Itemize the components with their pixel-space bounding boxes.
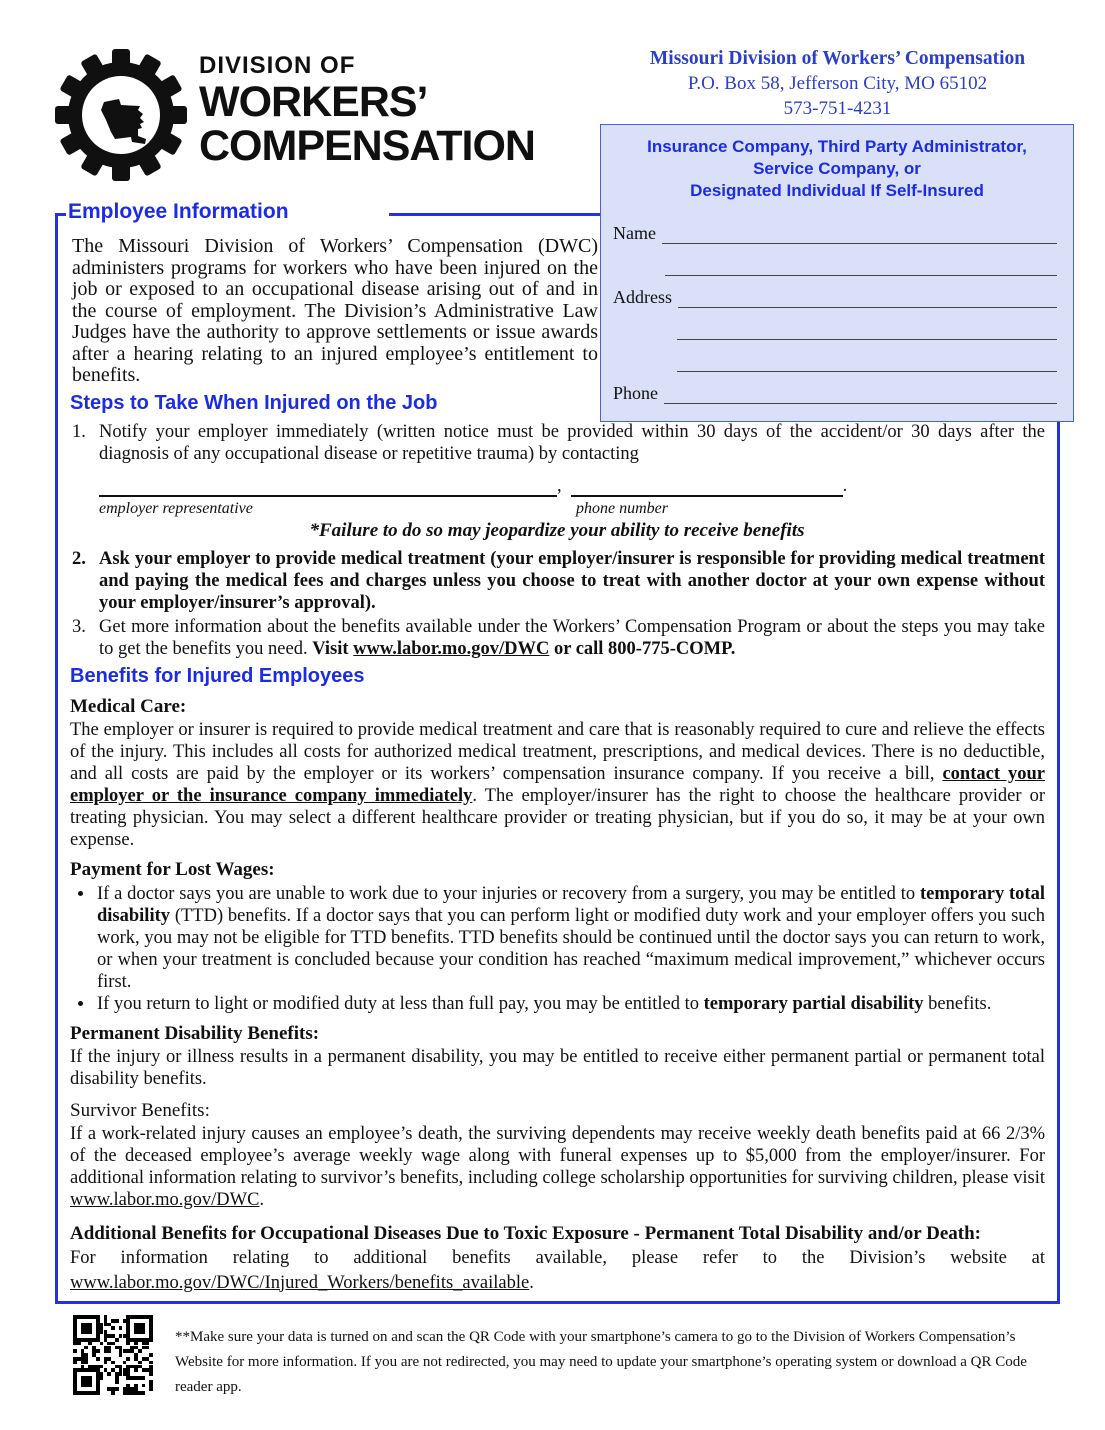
contact-employer-emphasis: contact your employer or the insurance company immediately <box>70 763 1045 806</box>
step-item-2 <box>72 548 1045 614</box>
phone-field-row <box>613 372 1057 404</box>
phone-field-line[interactable] <box>664 372 1057 404</box>
toxic-exposure-title: Additional Benefits for Occupational Diseases Due to Toxic Exposure - Permanent Total Disability and/or Death: <box>70 1222 981 1244</box>
logo-line1: DIVISION OF <box>199 52 356 79</box>
toxic-exposure-paragraph <box>70 1246 1045 1296</box>
logo-line2: WORKERS’ <box>199 78 428 126</box>
ttd-bullet <box>95 883 1045 993</box>
logo-text <box>199 48 535 168</box>
period: . <box>842 475 848 496</box>
medical-care-paragraph <box>70 719 1045 851</box>
failure-warning: *Failure to do so may jeopardize your ability to receive benefits <box>309 519 805 541</box>
address-field-row <box>613 276 1057 308</box>
call-label: or call 800-775-COMP. <box>549 638 736 659</box>
tpd-text-1: If you return to light or modified duty at less than full pay, you may be entitled to <box>97 993 704 1014</box>
address-field-line[interactable] <box>678 276 1057 308</box>
name-field-line-2[interactable] <box>665 244 1057 276</box>
address-field-line-2[interactable] <box>677 308 1057 340</box>
employee-info-paragraph: The Missouri Division of Workers’ Compensation (DWC) administers programs for workers who have been injured on the job or exposed to an occupational disease arising out of and in the course of employment. The Division’s Administrative Law Judges have the authority to approve settlements or issue awards after a hearing relating to an injured employee’s entitlement to benefits. <box>72 235 598 386</box>
employer-representative-field-line[interactable] <box>99 477 557 497</box>
lost-wages-list <box>70 883 1045 1015</box>
tpd-bold: temporary partial disability <box>703 993 924 1014</box>
agency-address: P.O. Box 58, Jefferson City, MO 65102 <box>687 73 988 94</box>
medical-care-text-1: The employer or insurer is required to provide medical treatment and care that is reasonably required to cure and relieve the effects of the injury. This includes all costs for authorized medical treatment, prescriptions, and medical devices. There is no deductible, and all costs are paid by the employer or its workers’ compensation insurance company. If you receive a bill, <box>70 719 1045 784</box>
step-2-number: 2. <box>72 548 86 569</box>
dwc-website-link-2[interactable]: www.labor.mo.gov/DWC <box>70 1189 260 1210</box>
phone-number-field-line[interactable] <box>571 477 843 497</box>
step-2-text: Ask your employer to provide medical treatment (your employer/insurer is responsible for providing medical treatment and paying the medical fees and charges unless you choose to treat with another doctor at your own expense without your employer/insurer’s approval). <box>99 548 1045 613</box>
phone-number-label: phone number <box>576 499 668 517</box>
section-heading-employee-information: Employee Information <box>66 200 389 226</box>
insurer-title-line2: Service Company, or <box>753 159 921 178</box>
fill-labels <box>99 499 1045 518</box>
qr-footer <box>73 1315 1053 1400</box>
ttd-text-1: If a doctor says you are unable to work due to your injuries or recovery from a surgery, you may be entitled to <box>97 883 920 904</box>
step-item-3 <box>72 616 1045 660</box>
agency-header <box>600 46 1075 121</box>
survivor-benefits-title: Survivor Benefits: <box>70 1099 210 1121</box>
permanent-disability-paragraph: If the injury or illness results in a permanent disability, you may be entitled to receive either permanent partial or permanent total disability benefits. <box>70 1046 1045 1089</box>
qr-code <box>73 1315 153 1395</box>
dwc-website-link[interactable]: www.labor.mo.gov/DWC <box>353 638 550 659</box>
tpd-text-2: benefits. <box>923 993 992 1014</box>
insurer-fields <box>601 202 1073 404</box>
address-label: Address <box>613 287 672 307</box>
toxic-text-2: . <box>529 1272 534 1293</box>
step-3-text <box>99 616 1045 660</box>
qr-note: **Make sure your data is turned on and scan the QR Code with your smartphone’s camera to go to the Division of Workers Compensation’s Website for more information. If you are not redirected, you may need to update your smartphone’s operating system or download a QR Code reader app. <box>175 1329 1027 1395</box>
name-field-row <box>613 212 1057 244</box>
step-3-body: Get more information about the benefits available under the Workers’ Compensation Program or about the steps you may take to get the benefits you need. <box>99 616 1045 659</box>
phone-label: Phone <box>613 383 658 403</box>
comma: , <box>557 475 562 496</box>
insurer-title-line1: Insurance Company, Third Party Administrator, <box>647 137 1027 156</box>
visit-label: Visit <box>312 638 354 659</box>
survivor-text-2: . <box>259 1189 265 1210</box>
agency-phone: 573-751-4231 <box>783 98 892 119</box>
gear-missouri-icon <box>55 48 187 182</box>
section-heading-benefits: Benefits for Injured Employees <box>70 664 365 687</box>
ttd-text-2: (TTD) benefits. If a doctor says that you can perform light or modified duty work and your employer offers you such work, you may not be eligible for TTD benefits. TTD benefits should be continued until the doctor says you can return to work, or when your treatment is concluded because your condition has reached “maximum medical improvement,” whichever occurs first. <box>97 905 1045 992</box>
lost-wages-title: Payment for Lost Wages: <box>70 858 275 880</box>
step-1-text: Notify your employer immediately (written notice must be provided within 30 days of the accident/or 30 days after the diagnosis of any occupational disease or repetitive trauma) by contacting <box>99 421 1045 464</box>
step-3-number: 3. <box>72 616 86 637</box>
ttd-bold: temporary total disability <box>97 883 1045 926</box>
toxic-text-1: For information relating to additional benefits available, please refer to the Division’s website at <box>70 1247 1045 1268</box>
section-heading-steps: Steps to Take When Injured on the Job <box>70 391 438 414</box>
agency-name: Missouri Division of Workers’ Compensation <box>649 48 1026 69</box>
name-field-line[interactable] <box>662 212 1057 244</box>
permanent-disability-title: Permanent Disability Benefits: <box>70 1022 320 1044</box>
medical-care-title: Medical Care: <box>70 695 187 717</box>
insurer-info-box <box>600 124 1074 422</box>
insurer-title-line3: Designated Individual If Self-Insured <box>690 181 984 200</box>
survivor-text-1: If a work-related injury causes an employee’s death, the surviving dependents may receive weekly death benefits paid at 66 2/3% of the deceased employee’s average weekly wage along with funeral expenses up to $5,000 from the employer/insurer. For additional information relating to survivor’s benefits, including college scholarship opportunities for surviving children, please visit <box>70 1123 1045 1188</box>
survivor-benefits-paragraph <box>70 1123 1045 1211</box>
tpd-bullet <box>95 993 1045 1015</box>
address-field-line-3[interactable] <box>677 340 1057 372</box>
benefits-available-link[interactable]: www.labor.mo.gov/DWC/Injured_Workers/benefits_available <box>70 1272 530 1293</box>
name-field-row-2 <box>613 244 1057 276</box>
address-field-row-3 <box>613 340 1057 372</box>
step-item-1 <box>72 421 1045 546</box>
steps-list <box>72 421 1045 660</box>
step-1-number: 1. <box>72 421 86 442</box>
name-label: Name <box>613 223 656 243</box>
contact-fill-row <box>99 477 1045 497</box>
logo-line3: COMPENSATION <box>199 122 535 170</box>
insurer-box-title <box>601 125 1073 202</box>
medical-care-text-2: . The employer/insurer has the right to choose the healthcare provider or treating physician. You may select a different healthcare provider or treating physician, but if you do so, it may be at your own expense. <box>70 785 1045 850</box>
employer-representative-label: employer representative <box>99 499 253 517</box>
logo <box>55 48 535 182</box>
address-field-row-2 <box>613 308 1057 340</box>
